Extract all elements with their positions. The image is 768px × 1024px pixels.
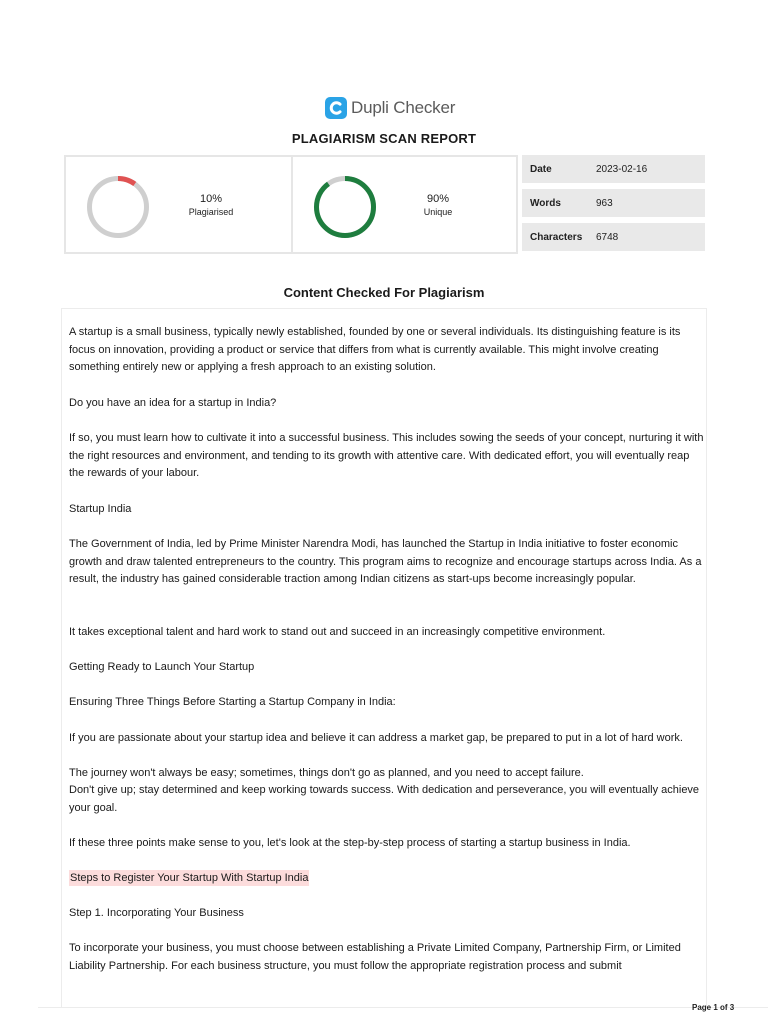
content-paragraph: Startup India: [69, 503, 132, 515]
plagiarised-highlight-text: Steps to Register Your Startup With Startup India: [70, 872, 309, 884]
content-title: Content Checked For Plagiarism: [283, 285, 485, 300]
content-paragraph: A startup is a small business, typically newly established, founded by one or several individuals. Its distinguishing feature is its focus on innovation, providing a product or service that differs from what is currently available. This might involve creating something entirely new or applying a fresh approach to an existing solution.: [69, 326, 681, 374]
content-paragraph: Ensuring Three Things Before Starting a Startup Company in India:: [69, 696, 396, 708]
logo-text: Dupli Checker: [351, 98, 456, 117]
meta-value: 6748: [596, 231, 619, 243]
report-meta-table: [522, 155, 705, 257]
content-paragraph: Getting Ready to Launch Your Startup: [69, 661, 255, 673]
meta-row-date: [522, 155, 705, 183]
dupli-checker-logo-icon: [325, 97, 347, 119]
content-paragraph: It takes exceptional talent and hard work to stand out and succeed in an increasingly competitive environment.: [69, 626, 606, 638]
score-summary: [64, 155, 518, 254]
plagiarised-label: Plagiarised: [188, 207, 234, 217]
content-paragraph: Step 1. Incorporating Your Business: [69, 907, 244, 919]
plagiarised-highlight-paragraph: [69, 870, 705, 888]
unique-label: Unique: [423, 207, 453, 217]
content-paragraph: The Government of India, led by Prime Minister Narendra Modi, has launched the Startup in India initiative to foster economic growth and draw talented entrepreneurs to the country. This program aims to recognize and encourage startups across India. As a result, the industry has gained considerable traction among Indian citizens as start-ups become increasingly popular.: [69, 538, 702, 586]
content-paragraph: If so, you must learn how to cultivate it into a successful business. This includes sowing the seeds of your concept, nurturing it with the right resources and environment, and tending to its growth with attentive care. With dedicated effort, you will eventually reap the rewards of your labour.: [69, 432, 704, 480]
plagiarised-percent: 10%: [199, 193, 223, 205]
content-paragraph: If these three points make sense to you, let's look at the step-by-step process of starting a startup business in India.: [69, 837, 631, 849]
unique-score-text: [393, 193, 483, 217]
meta-row-words: [522, 189, 705, 217]
content-paragraph: The journey won't always be easy; sometimes, things don't go as planned, and you need to accept failure.: [69, 767, 584, 779]
unique-donut-chart: [313, 175, 377, 239]
meta-key: Characters: [530, 231, 583, 243]
meta-row-characters: [522, 223, 705, 251]
checked-content: [61, 308, 707, 1008]
meta-value: 2023-02-16: [596, 163, 648, 175]
page-number: Page 1 of 3: [692, 1003, 735, 1012]
plagiarised-donut-chart: [86, 175, 150, 239]
plagiarised-score: [66, 157, 291, 252]
content-paragraph: To incorporate your business, you must choose between establishing a Private Limited Company, Partnership Firm, or Limited Liability Partnership. For each business structure, you must follow the appropriate registration process and submit: [69, 942, 681, 972]
donut-track: [90, 179, 147, 236]
content-paragraph: If you are passionate about your startup idea and believe it can address a market gap, be prepared to put in a lot of hard work.: [69, 732, 683, 744]
meta-value: 963: [596, 197, 613, 209]
dupli-checker-logo: [325, 96, 455, 120]
donut-arc: [317, 179, 374, 236]
report-title: PLAGIARISM SCAN REPORT: [291, 131, 477, 146]
unique-percent: 90%: [426, 193, 450, 205]
plagiarised-score-text: [166, 193, 256, 217]
content-paragraph: Don't give up; stay determined and keep working towards success. With dedication and perseverance, you will eventually achieve your goal.: [69, 784, 700, 814]
meta-key: Words: [530, 197, 561, 209]
content-paragraph: Do you have an idea for a startup in India?: [69, 397, 277, 409]
meta-key: Date: [530, 163, 552, 175]
unique-score: [291, 157, 516, 252]
page-footer-divider: [38, 1007, 768, 1008]
